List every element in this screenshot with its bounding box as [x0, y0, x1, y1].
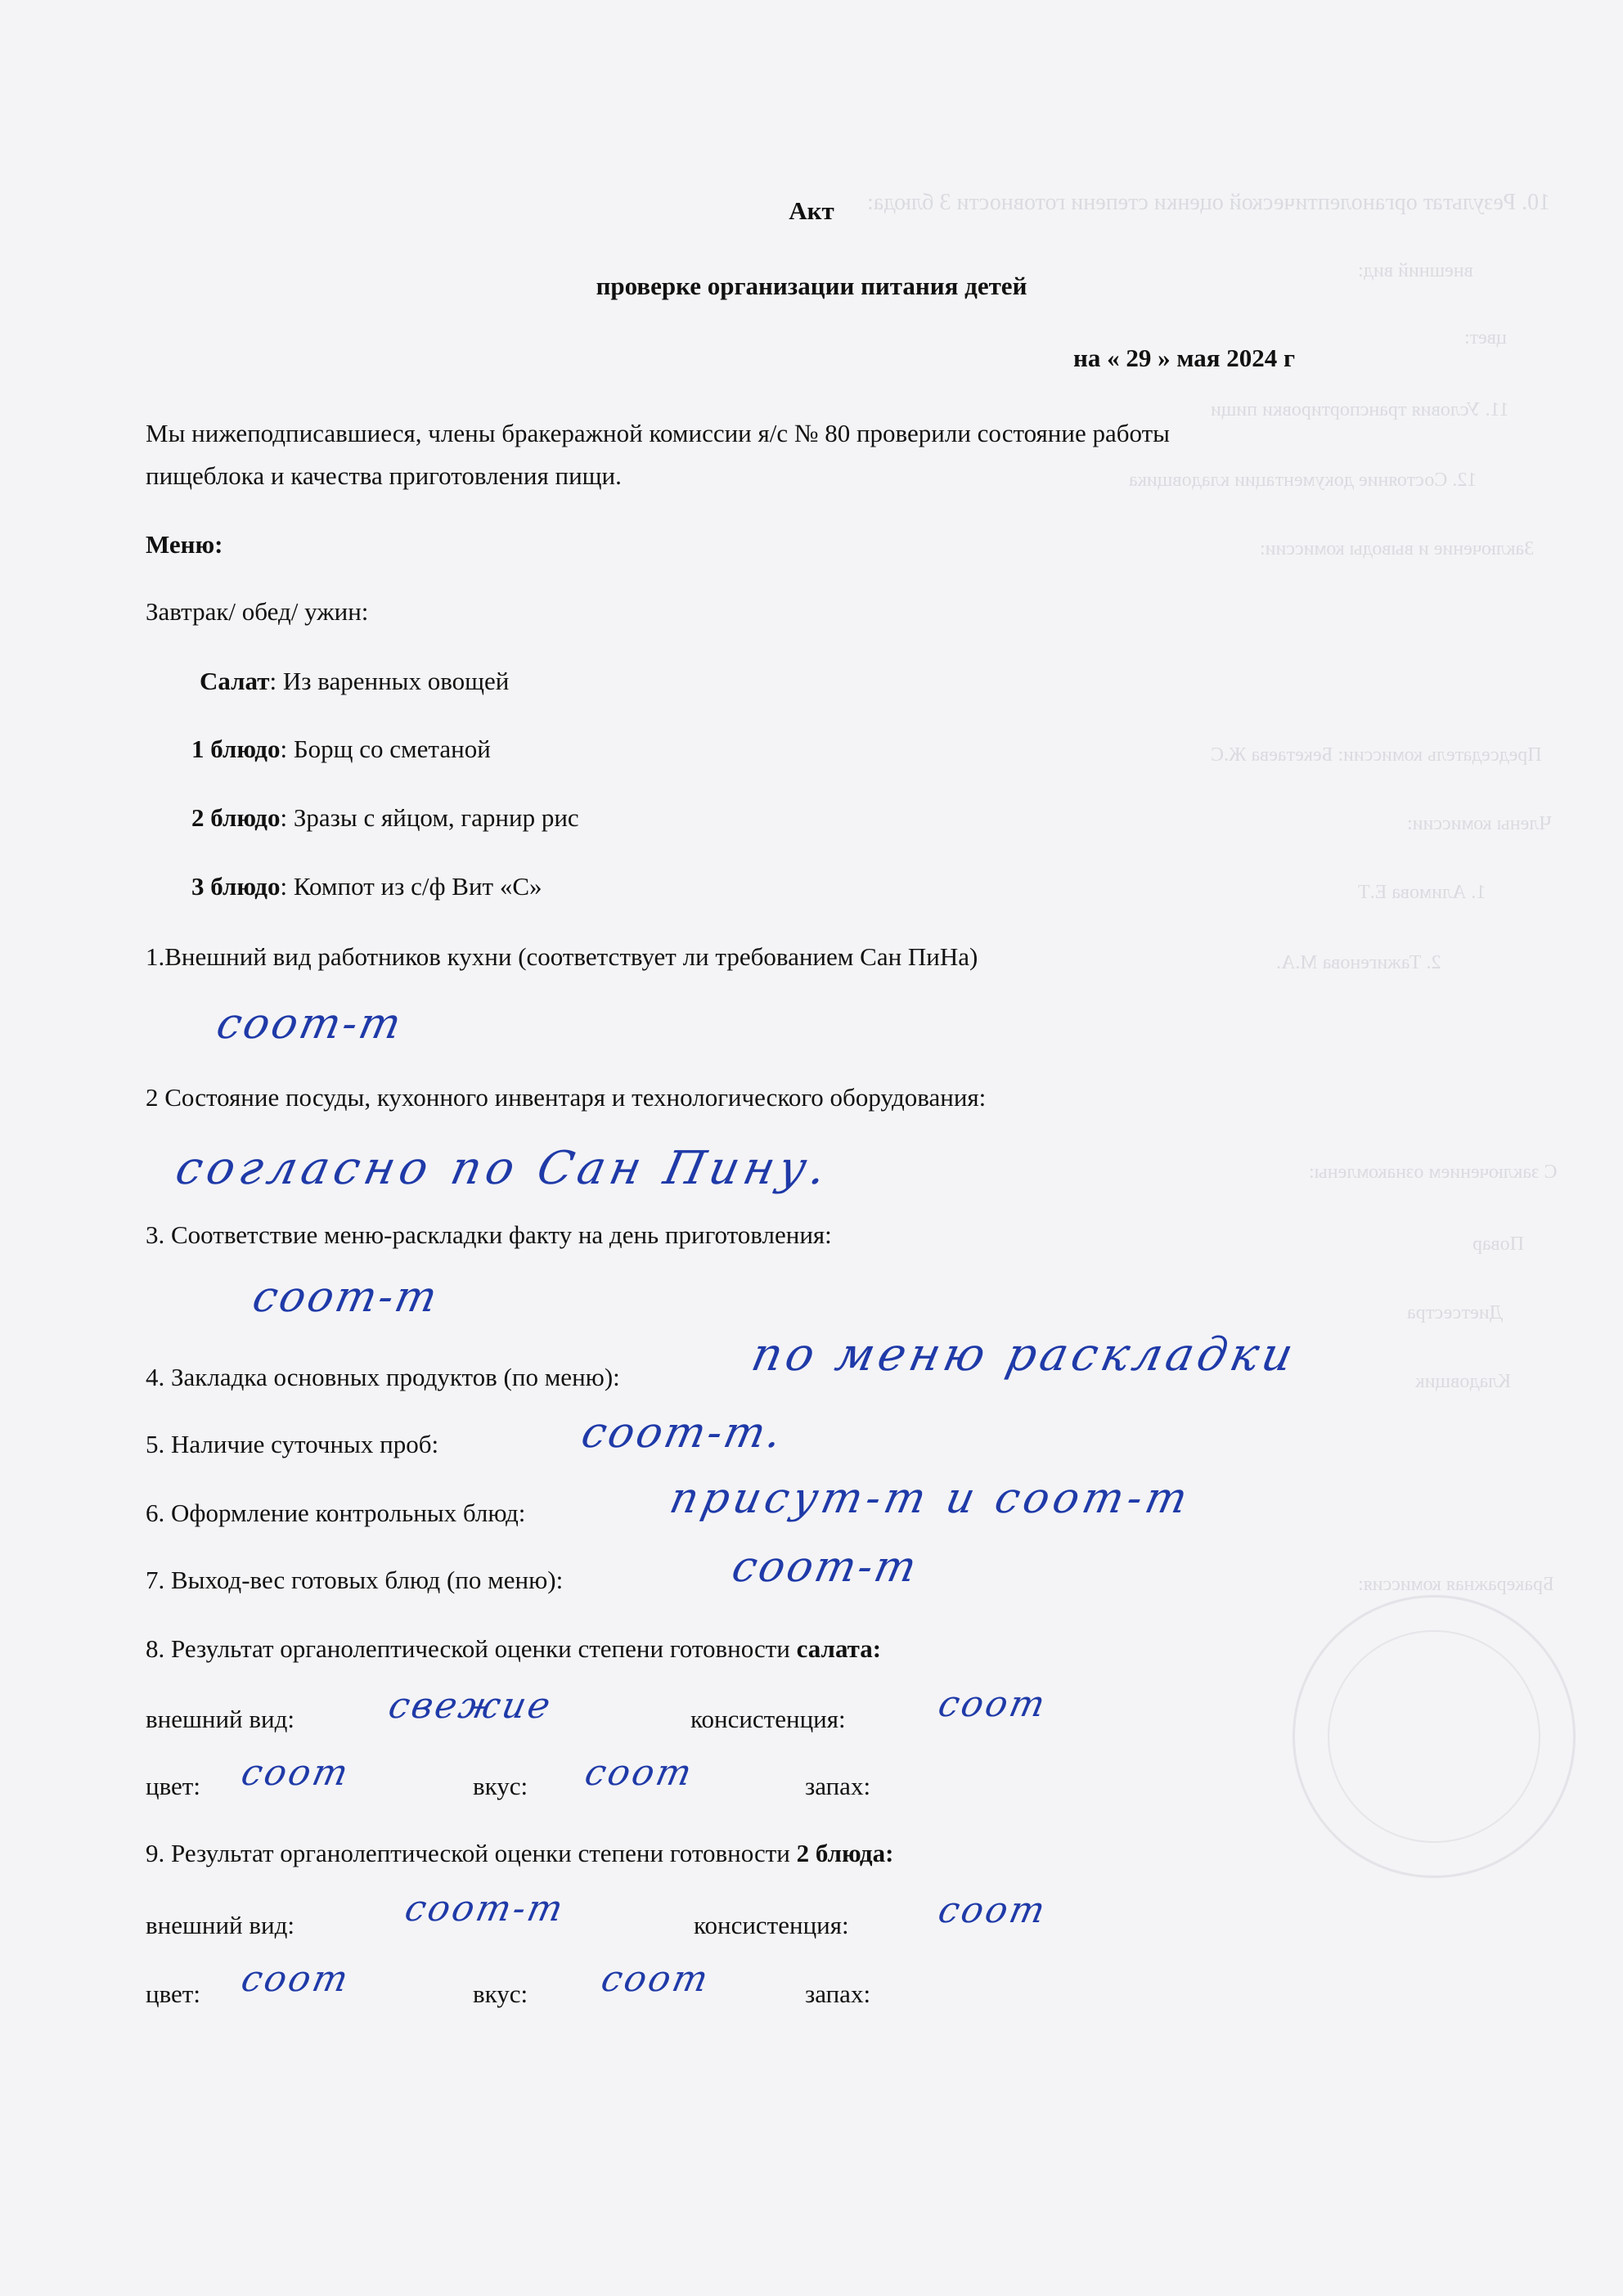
taste-value: соот	[597, 1958, 714, 2000]
evaluation-title	[146, 1633, 881, 1665]
taste-label: вкус:	[473, 1772, 528, 1800]
document-subtitle: проверке организации питания детей	[596, 272, 1027, 300]
evaluation-title-subject: 2 блюда:	[796, 1839, 894, 1867]
menu-item-label: Салат	[200, 667, 270, 695]
taste-value: соот	[581, 1752, 698, 1794]
menu-item	[191, 733, 491, 766]
look-value: соот-т	[401, 1888, 569, 1930]
document-title: Акт	[789, 196, 834, 225]
menu-meals: Завтрак/ обед/ ужин:	[146, 597, 369, 626]
bleed-through-line: Председатель комиссии: Бекетаева Ж.С	[1211, 744, 1542, 766]
bleed-through-line: 10. Результат органолептической оценки степени готовности 3 блюда:	[867, 190, 1551, 215]
evaluation-title	[146, 1837, 893, 1870]
bleed-through-line: Кладовщик	[1415, 1371, 1512, 1392]
bleed-through-line: Заключение и выводы комиссии:	[1260, 538, 1535, 559]
evaluation-title-subject: салата:	[796, 1634, 882, 1663]
check-question: 1.Внешний вид работников кухни (соответствует ли требованием Сан ПиНа)	[146, 942, 978, 971]
check-question: 2 Состояние посуды, кухонного инвентаря и технологического оборудования:	[146, 1083, 987, 1112]
faint-stamp-icon	[1293, 1595, 1576, 1878]
smell-label: запах:	[805, 1979, 871, 2008]
bleed-through-line: Бракеражная комиссия:	[1358, 1574, 1554, 1595]
menu-item	[200, 665, 509, 698]
intro-line: Мы нижеподписавшиеся, члены бракеражной комиссии я/с № 80 проверили состояние работы	[146, 419, 1170, 447]
intro-line: пищеблока и качества приготовления пищи.	[146, 461, 622, 490]
look-value: свежие	[384, 1685, 557, 1727]
bleed-through-line: Повар	[1472, 1233, 1524, 1255]
smell-label: запах:	[805, 1772, 871, 1800]
bleed-through-line: С заключением ознакомлены:	[1309, 1161, 1558, 1183]
menu-item-label: 1 блюдо	[191, 735, 281, 763]
menu-heading: Меню:	[146, 530, 223, 559]
document-date: на « 29 » мая 2024 г	[1073, 344, 1296, 372]
look-label: внешний вид:	[146, 1705, 294, 1733]
consistency-label: консистенция:	[690, 1705, 846, 1733]
bleed-through-line: внешний вид:	[1358, 260, 1473, 281]
menu-item-value: : Компот из с/ф Вит «С»	[280, 872, 542, 901]
menu-item-label: 3 блюдо	[191, 872, 281, 901]
consistency-value: соот	[934, 1889, 1051, 1931]
bleed-through-line: цвет:	[1464, 327, 1507, 348]
check-question: 3. Соответствие меню-раскладки факту на день приготовления:	[146, 1220, 832, 1249]
check-question: 5. Наличие суточных проб:	[146, 1430, 439, 1458]
color-label: цвет:	[146, 1979, 200, 2008]
bleed-through-line: 11. Условия транспортировки пищи	[1211, 399, 1509, 420]
check-answer: по меню раскладки	[747, 1328, 1302, 1382]
check-answer: соот-т.	[577, 1409, 789, 1458]
bleed-through-line: 12. Состояние документации кладовщика	[1129, 470, 1477, 491]
look-label: внешний вид:	[146, 1911, 294, 1939]
check-answer: соот-т	[727, 1543, 924, 1592]
check-question: 4. Закладка основных продуктов (по меню):	[146, 1363, 620, 1391]
consistency-value: соот	[934, 1683, 1051, 1725]
bleed-through-line: 1. Алимова Е.Т	[1358, 882, 1486, 903]
check-question: 7. Выход-вес готовых блюд (по меню):	[146, 1566, 564, 1594]
check-answer: присут-т и соот-т	[665, 1474, 1196, 1523]
check-answer: соот-т	[212, 1000, 408, 1049]
menu-item-value: : Из варенных овощей	[269, 667, 510, 695]
taste-label: вкус:	[473, 1979, 528, 2008]
color-value: соот	[237, 1958, 354, 2000]
bleed-through-line: Члены комиссии:	[1407, 813, 1552, 834]
check-question: 6. Оформление контрольных блюд:	[146, 1498, 526, 1527]
bleed-through-line: 2. Тажигенова М.А.	[1276, 952, 1441, 973]
menu-item-label: 2 блюдо	[191, 803, 281, 832]
bleed-through-line: Диетсестра	[1407, 1302, 1503, 1323]
check-answer: согласно по Сан Пину.	[171, 1142, 836, 1195]
menu-item-value: : Зразы с яйцом, гарнир рис	[280, 803, 579, 832]
menu-item	[191, 802, 579, 834]
color-label: цвет:	[146, 1772, 200, 1800]
evaluation-title-prefix: 9. Результат органолептической оценки степени готовности	[146, 1839, 797, 1867]
consistency-label: консистенция:	[694, 1911, 849, 1939]
color-value: соот	[237, 1752, 354, 1794]
menu-item-value: : Борщ со сметаной	[280, 735, 491, 763]
evaluation-title-prefix: 8. Результат органолептической оценки степени готовности	[146, 1634, 797, 1663]
check-answer: соот-т	[248, 1273, 444, 1322]
menu-item	[191, 870, 542, 903]
